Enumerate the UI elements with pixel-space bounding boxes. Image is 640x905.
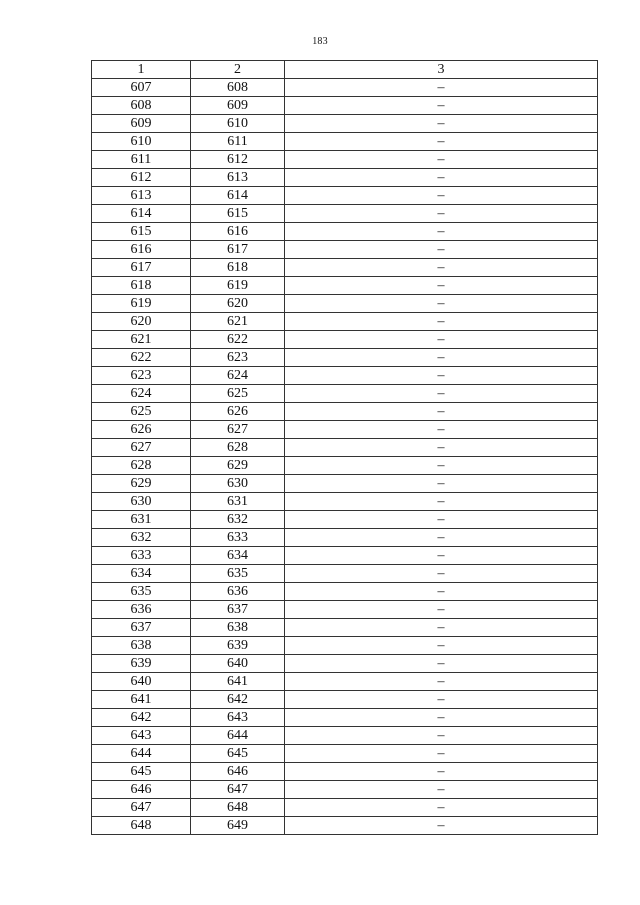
table-row bbox=[92, 439, 598, 457]
table-cell-col-2: 615 bbox=[191, 205, 285, 223]
table-cell-col-2: 610 bbox=[191, 115, 285, 133]
table-cell-col-2: 611 bbox=[191, 133, 285, 151]
table-cell-col-1: 641 bbox=[92, 691, 191, 709]
table-cell-col-2: 640 bbox=[191, 655, 285, 673]
table-cell-col-1: 644 bbox=[92, 745, 191, 763]
table-cell-col-1: 636 bbox=[92, 601, 191, 619]
table-cell-col-2: 612 bbox=[191, 151, 285, 169]
table-cell-col-1: 611 bbox=[92, 151, 191, 169]
table-cell-col-3: – bbox=[285, 205, 598, 223]
table-cell-col-3: – bbox=[285, 547, 598, 565]
table-cell-col-3: – bbox=[285, 241, 598, 259]
table-cell-col-3: – bbox=[285, 691, 598, 709]
table-cell-col-1: 617 bbox=[92, 259, 191, 277]
table-cell-col-2: 628 bbox=[191, 439, 285, 457]
table-cell-col-3: – bbox=[285, 439, 598, 457]
table-row bbox=[92, 601, 598, 619]
table-cell-col-3: – bbox=[285, 115, 598, 133]
table-cell-col-1: 630 bbox=[92, 493, 191, 511]
table-cell-col-2: 642 bbox=[191, 691, 285, 709]
table-row bbox=[92, 817, 598, 835]
table-cell-col-1: 615 bbox=[92, 223, 191, 241]
table-cell-col-2: 648 bbox=[191, 799, 285, 817]
table-cell-col-1: 648 bbox=[92, 817, 191, 835]
table-cell-col-2: 644 bbox=[191, 727, 285, 745]
table-cell-col-1: 637 bbox=[92, 619, 191, 637]
table-row bbox=[92, 547, 598, 565]
table-cell-col-2: 633 bbox=[191, 529, 285, 547]
table-cell-col-3: – bbox=[285, 745, 598, 763]
table-cell-col-3: – bbox=[285, 511, 598, 529]
table-row bbox=[92, 583, 598, 601]
table-cell-col-1: 639 bbox=[92, 655, 191, 673]
table-row bbox=[92, 475, 598, 493]
table-row bbox=[92, 277, 598, 295]
table-cell-col-2: 638 bbox=[191, 619, 285, 637]
table-cell-col-2: 635 bbox=[191, 565, 285, 583]
table-cell-col-2: 613 bbox=[191, 169, 285, 187]
table-cell-col-1: 635 bbox=[92, 583, 191, 601]
table-cell-col-2: 646 bbox=[191, 763, 285, 781]
table-cell-col-3: – bbox=[285, 799, 598, 817]
table-cell-col-1: 631 bbox=[92, 511, 191, 529]
table-row bbox=[92, 349, 598, 367]
table-cell-col-1: 616 bbox=[92, 241, 191, 259]
table-cell-col-3: – bbox=[285, 295, 598, 313]
table-cell-col-2: 621 bbox=[191, 313, 285, 331]
table-cell-col-1: 646 bbox=[92, 781, 191, 799]
table-cell-col-2: 616 bbox=[191, 223, 285, 241]
table-cell-col-2: 631 bbox=[191, 493, 285, 511]
table-cell-col-2: 620 bbox=[191, 295, 285, 313]
table-row bbox=[92, 115, 598, 133]
table-cell-col-1: 608 bbox=[92, 97, 191, 115]
table-cell-col-1: 610 bbox=[92, 133, 191, 151]
table-cell-col-2: 643 bbox=[191, 709, 285, 727]
table-cell-col-1: 624 bbox=[92, 385, 191, 403]
table-cell-col-3: – bbox=[285, 529, 598, 547]
table-cell-col-3: – bbox=[285, 583, 598, 601]
table-cell-col-1: 618 bbox=[92, 277, 191, 295]
table-cell-col-1: 632 bbox=[92, 529, 191, 547]
table-row bbox=[92, 691, 598, 709]
table-cell-col-2: 629 bbox=[191, 457, 285, 475]
table-row bbox=[92, 565, 598, 583]
table-cell-col-3: – bbox=[285, 655, 598, 673]
table-cell-col-3: – bbox=[285, 763, 598, 781]
table-cell-col-3: – bbox=[285, 79, 598, 97]
table-cell-col-3: – bbox=[285, 277, 598, 295]
table-row bbox=[92, 709, 598, 727]
table-cell-col-2: 622 bbox=[191, 331, 285, 349]
table-cell-col-2: 625 bbox=[191, 385, 285, 403]
table-row bbox=[92, 385, 598, 403]
table-cell-col-1: 627 bbox=[92, 439, 191, 457]
table-cell-col-2: 623 bbox=[191, 349, 285, 367]
table-row bbox=[92, 655, 598, 673]
table-cell-col-1: 638 bbox=[92, 637, 191, 655]
table-row bbox=[92, 331, 598, 349]
table-cell-col-1: 633 bbox=[92, 547, 191, 565]
table-cell-col-3: – bbox=[285, 151, 598, 169]
table-cell-col-1: 647 bbox=[92, 799, 191, 817]
table-row bbox=[92, 79, 598, 97]
table-cell-col-2: 632 bbox=[191, 511, 285, 529]
table-row bbox=[92, 799, 598, 817]
table-cell-col-3: – bbox=[285, 727, 598, 745]
table-row bbox=[92, 511, 598, 529]
table-cell-col-2: 630 bbox=[191, 475, 285, 493]
table-cell-col-1: 634 bbox=[92, 565, 191, 583]
table-cell-col-3: – bbox=[285, 493, 598, 511]
table-row bbox=[92, 367, 598, 385]
table-cell-col-3: – bbox=[285, 565, 598, 583]
table-row bbox=[92, 187, 598, 205]
table-cell-col-3: – bbox=[285, 673, 598, 691]
table-cell-col-1: 621 bbox=[92, 331, 191, 349]
table-cell-col-2: 618 bbox=[191, 259, 285, 277]
table-body bbox=[92, 79, 598, 835]
table-cell-col-3: – bbox=[285, 349, 598, 367]
table-cell-col-3: – bbox=[285, 169, 598, 187]
table-cell-col-3: – bbox=[285, 385, 598, 403]
table-cell-col-2: 645 bbox=[191, 745, 285, 763]
table-cell-col-3: – bbox=[285, 187, 598, 205]
table-cell-col-1: 622 bbox=[92, 349, 191, 367]
table-cell-col-2: 634 bbox=[191, 547, 285, 565]
table-row bbox=[92, 133, 598, 151]
table-cell-col-2: 637 bbox=[191, 601, 285, 619]
table-cell-col-1: 613 bbox=[92, 187, 191, 205]
table-cell-col-3: – bbox=[285, 817, 598, 835]
table-row bbox=[92, 169, 598, 187]
table-row bbox=[92, 313, 598, 331]
table-cell-col-2: 609 bbox=[191, 97, 285, 115]
table-cell-col-2: 614 bbox=[191, 187, 285, 205]
table-cell-col-2: 627 bbox=[191, 421, 285, 439]
table-cell-col-1: 628 bbox=[92, 457, 191, 475]
table-cell-col-3: – bbox=[285, 259, 598, 277]
table-cell-col-3: – bbox=[285, 367, 598, 385]
table-cell-col-3: – bbox=[285, 619, 598, 637]
data-table bbox=[91, 60, 598, 835]
table-cell-col-2: 649 bbox=[191, 817, 285, 835]
table-cell-col-3: – bbox=[285, 133, 598, 151]
page-number: 183 bbox=[312, 36, 328, 47]
table-cell-col-2: 639 bbox=[191, 637, 285, 655]
table-cell-col-2: 617 bbox=[191, 241, 285, 259]
table-row bbox=[92, 619, 598, 637]
table-cell-col-2: 641 bbox=[191, 673, 285, 691]
table-cell-col-2: 619 bbox=[191, 277, 285, 295]
table-cell-col-1: 626 bbox=[92, 421, 191, 439]
table-row bbox=[92, 223, 598, 241]
table-cell-col-3: – bbox=[285, 475, 598, 493]
table-row bbox=[92, 205, 598, 223]
column-header-1: 1 bbox=[92, 61, 191, 79]
table-cell-col-3: – bbox=[285, 601, 598, 619]
table-header bbox=[92, 61, 598, 79]
table-cell-col-3: – bbox=[285, 421, 598, 439]
table-cell-col-1: 612 bbox=[92, 169, 191, 187]
table-cell-col-1: 614 bbox=[92, 205, 191, 223]
table-cell-col-3: – bbox=[285, 403, 598, 421]
table-row bbox=[92, 151, 598, 169]
table-cell-col-3: – bbox=[285, 709, 598, 727]
table-row bbox=[92, 241, 598, 259]
table-cell-col-3: – bbox=[285, 331, 598, 349]
table-cell-col-1: 609 bbox=[92, 115, 191, 133]
table-cell-col-3: – bbox=[285, 223, 598, 241]
table-cell-col-3: – bbox=[285, 781, 598, 799]
table-row bbox=[92, 745, 598, 763]
table-cell-col-1: 619 bbox=[92, 295, 191, 313]
table-cell-col-1: 607 bbox=[92, 79, 191, 97]
table-cell-col-2: 608 bbox=[191, 79, 285, 97]
table-cell-col-3: – bbox=[285, 457, 598, 475]
table-row bbox=[92, 673, 598, 691]
table-cell-col-2: 626 bbox=[191, 403, 285, 421]
table-cell-col-2: 636 bbox=[191, 583, 285, 601]
table-row bbox=[92, 457, 598, 475]
table-cell-col-1: 640 bbox=[92, 673, 191, 691]
table-cell-col-1: 625 bbox=[92, 403, 191, 421]
table-cell-col-1: 623 bbox=[92, 367, 191, 385]
table-row bbox=[92, 529, 598, 547]
table-cell-col-3: – bbox=[285, 97, 598, 115]
column-header-3: 3 bbox=[285, 61, 598, 79]
column-header-2: 2 bbox=[191, 61, 285, 79]
table-cell-col-1: 645 bbox=[92, 763, 191, 781]
table-row bbox=[92, 403, 598, 421]
table-cell-col-2: 624 bbox=[191, 367, 285, 385]
table-row bbox=[92, 421, 598, 439]
table-cell-col-1: 642 bbox=[92, 709, 191, 727]
table-cell-col-3: – bbox=[285, 313, 598, 331]
table-row bbox=[92, 637, 598, 655]
table-cell-col-1: 643 bbox=[92, 727, 191, 745]
table-row bbox=[92, 97, 598, 115]
table-row bbox=[92, 727, 598, 745]
table-row bbox=[92, 763, 598, 781]
table-row bbox=[92, 259, 598, 277]
table-row bbox=[92, 493, 598, 511]
table-row bbox=[92, 295, 598, 313]
table-cell-col-2: 647 bbox=[191, 781, 285, 799]
header-row bbox=[92, 61, 598, 79]
table-cell-col-1: 620 bbox=[92, 313, 191, 331]
table-row bbox=[92, 781, 598, 799]
table-cell-col-1: 629 bbox=[92, 475, 191, 493]
table-cell-col-3: – bbox=[285, 637, 598, 655]
